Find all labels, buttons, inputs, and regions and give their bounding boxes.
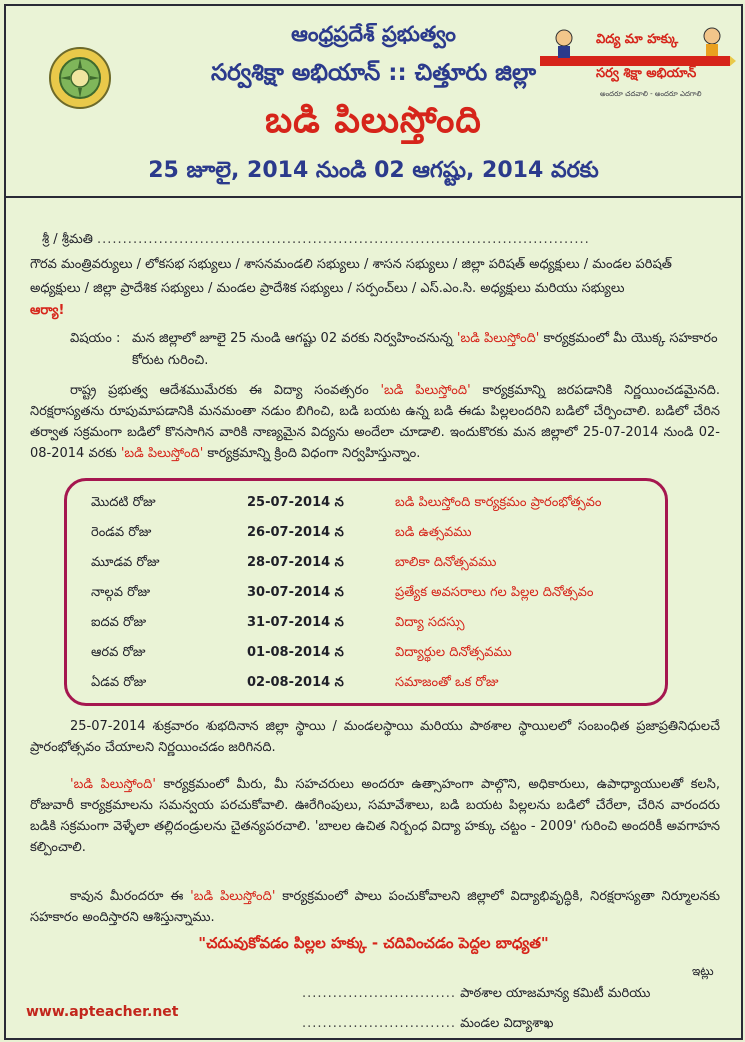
para1-highlight-2: 'బడి పిలుస్తోంది' <box>120 446 204 461</box>
schedule-event: బడి పిలుస్తోంది కార్యక్రమం ప్రారంభోత్సవం <box>395 495 602 510</box>
subject-label: విషయం : <box>70 331 121 346</box>
schedule-row <box>67 579 665 609</box>
signature-blank-2: .............................. <box>302 1016 456 1031</box>
subject-highlight: 'బడి పిలుస్తోంది' <box>456 331 540 346</box>
schedule-row <box>67 639 665 669</box>
schedule-row <box>67 609 665 639</box>
date-range: 25 జూలై, 2014 నుండి 02 ఆగష్టు, 2014 వరకు <box>148 158 599 183</box>
signature-line-2 <box>302 1016 553 1034</box>
schedule-date: 02-08-2014 న <box>247 675 344 690</box>
ssa-logo <box>536 24 736 114</box>
signature-title-2: మండల విద్యాశాఖ <box>460 1016 554 1031</box>
schedule-date: 01-08-2014 న <box>247 645 344 660</box>
schedule-day: మూడవ రోజు <box>91 555 160 570</box>
schedule-date: 30-07-2014 న <box>247 585 344 600</box>
schedule-event: విద్యార్థుల దినోత్సవము <box>395 645 512 660</box>
schedule-row <box>67 519 665 549</box>
para3-highlight: 'బడి పిలుస్తోంది' <box>70 777 156 792</box>
signature-blank-1: .............................. <box>302 986 456 1001</box>
schedule-day: ఆరవ రోజు <box>91 645 146 660</box>
schedule-box <box>64 478 668 706</box>
addressees-line2: అధ్యక్షులు / జిల్లా ప్రాదేశిక సభ్యులు / మండల ప్రాదేశిక సభ్యులు / సర్పంచ్‌లు / ఎస్.ఎం.సి. అధ్యక్షులు మరియు సభ్యులు <box>30 281 625 296</box>
paragraph-3 <box>30 774 720 858</box>
paragraph-4 <box>30 886 720 928</box>
paragraph-1 <box>30 380 720 464</box>
signature-title-1: పాఠశాల యాజమాన్య కమిటీ మరియు <box>460 986 651 1001</box>
schedule-date: 25-07-2014 న <box>247 495 344 510</box>
para1-highlight-1: 'బడి పిలుస్తోంది' <box>380 383 471 398</box>
closing-itlu: ఇట్లు <box>692 964 714 978</box>
schedule-event: సమాజంతో ఒక రోజు <box>395 675 499 690</box>
para1-a: రాష్ట్ర ప్రభుత్వ ఆదేశముమేరకు ఈ విద్యా సంవత్సరం <box>70 383 381 398</box>
addressees-line1: గౌరవ మంత్రివర్యులు / లోకసభ సభ్యులు / శాసనమండలి సభ్యులు / శాసన సభ్యులు / జిల్లా పరిషత్ అధ్యక్షులు / మండల పరిషత్ <box>30 257 672 272</box>
schedule-event: బాలికా దినోత్సవము <box>395 555 497 570</box>
schedule-day: ఐదవ రోజు <box>91 615 147 630</box>
para1-b: కార్యక్రమాన్ని జరపడానికి నిర్ణయించడమైనది. నిరక్షరాస్యతను రూపుమాపడానికి మనమంతా నడుం బిగించి, బడి బయట ఉన్న బడి ఈడు పిల్లలందరిని బడిలో చేర్పించాలి. బడిలో చేరిన తర్వాత సక్రమంగా బడిలో కొనసాగిన వారికి నాణ్యమైన విద్యను అందేలా చూడాలి. ఇందుకొరకు మన జిల్లాలో 25-07-2014 నుండి 02-08-2014 వరకు <box>30 383 720 461</box>
paragraph-2: 25-07-2014 శుక్రవారం శుభదినాన జిల్లా స్థాయి / మండలస్థాయి మరియు పాఠశాల స్థాయిలలో సంబంధిత ప్రజాప్రతినిధులచే ప్రారంభోత్సవం చేయాలని నిర్ణయించడం జరిగినది. <box>30 719 720 755</box>
schedule-day: నాల్గవ రోజు <box>91 585 151 600</box>
schedule-row <box>67 489 665 519</box>
schedule-event: బడి ఉత్సవము <box>395 525 472 540</box>
subject-text-a: మన జిల్లాలో జూలై 25 నుండి ఆగష్టు 02 వరకు నిర్వహించనున్న <box>132 331 457 346</box>
schedule-event: విద్యా సదస్సు <box>395 615 465 630</box>
subject-text-b: కార్యక్రమంలో మీ యొక్క సహకారం కోరుట గురించి. <box>132 331 718 368</box>
schedule-date: 26-07-2014 న <box>247 525 344 540</box>
government-name: ఆంధ్రప్రదేశ్ ప్రభుత్వం <box>291 22 456 46</box>
salutation-label: శ్రీ / శ్రీమతి <box>42 232 93 247</box>
subject-text <box>132 328 722 372</box>
document-page <box>4 4 743 1040</box>
slogan: "చదువుకోవడం పిల్లల హక్కు - చదివించడం పెద్దల బాధ్యత" <box>198 934 549 952</box>
schedule-day: ఏడవ రోజు <box>91 675 147 690</box>
signature-line-1 <box>302 986 650 1004</box>
logo-text-top: విద్య మా హక్కు <box>596 32 679 47</box>
schedule-row <box>67 669 665 699</box>
para4-a: కావున మీరందరూ ఈ <box>70 889 191 904</box>
schedule-event: ప్రత్యేక అవసరాలు గల పిల్లల దినోత్సవం <box>395 585 594 600</box>
schedule-date: 31-07-2014 న <box>247 615 344 630</box>
logo-text-bottom: సర్వ శిక్షా అభియాన్ <box>596 66 697 81</box>
salutation-prefix <box>42 232 590 250</box>
page-title: బడి పిలుస్తోంది <box>265 100 482 141</box>
schedule-date: 28-07-2014 న <box>247 555 344 570</box>
salutation-blank: ................................................................................................ <box>97 232 590 247</box>
para1-c: కార్యక్రమాన్ని క్రింది విధంగా నిర్వహిస్తున్నాం. <box>203 446 421 461</box>
para3-text: కార్యక్రమంలో మీరు, మీ సహచరులు అందరూ ఉత్సాహంగా పాల్గొని, అధికారులు, ఉపాధ్యాయులతో కలసి, రోజువారీ కార్యక్రమాలను సమన్వయ పరచుకోవాలి. ఊరేగింపులు, సమావేశాలు, బడి బయట పిల్లలను బడిలో చేరేలా, చేరిన వారందరు బడికి సక్రమంగా వెళ్ళేలా తల్లిదండ్రులను చైతన్యపరచాలి. 'బాలల ఉచిత నిర్బంధ విద్యా హక్కు చట్టం - 2009' గురించి అందరికీ అవగాహన కల్పించాలి. <box>30 777 720 855</box>
schedule-row <box>67 549 665 579</box>
website-watermark: www.apteacher.net <box>26 1004 179 1020</box>
schedule-day: మొదటి రోజు <box>91 495 156 510</box>
para4-b: కార్యక్రమంలో పాలు పంచుకోవాలని జిల్లాలో విద్యాభివృద్ధికి, నిరక్షరాస్యతా నిర్మూలనకు సహకారం అందిస్తారని ఆశిస్తున్నాము. <box>30 889 721 925</box>
header <box>6 6 741 198</box>
program-district: సర్వశిక్షా అభియాన్ :: చిత్తూరు జిల్లా <box>210 60 537 86</box>
para4-highlight: 'బడి పిలుస్తోంది' <box>190 889 276 904</box>
logo-tagline: అందరూ చదవాలి - అందరూ ఎదగాలి <box>600 90 702 98</box>
schedule-day: రెండవ రోజు <box>91 525 152 540</box>
greeting: ఆర్యా! <box>30 303 65 318</box>
